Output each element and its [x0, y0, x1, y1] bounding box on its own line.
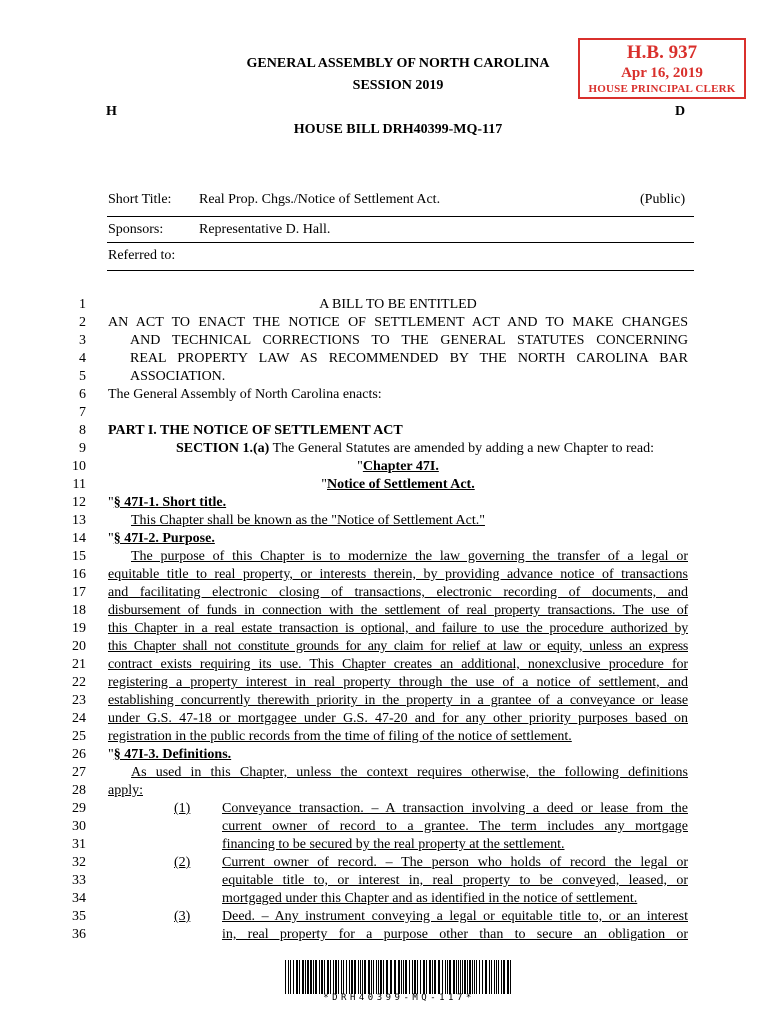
- line-number: 27: [72, 765, 86, 780]
- barcode-bar: [409, 960, 410, 994]
- line-number: 8: [79, 423, 86, 438]
- barcode-bar: [417, 960, 418, 994]
- definition-text: mortgaged under this Chapter and as identified in the notice of settlement.: [222, 891, 638, 906]
- short-title-label: Short Title:: [108, 192, 172, 207]
- barcode-bar: [501, 960, 502, 994]
- statute-text: registration in the public records from the time of filing of the notice of settlement.: [108, 729, 572, 744]
- barcode-bar: [290, 960, 291, 994]
- barcode-bar: [335, 960, 337, 994]
- barcode-bar: [341, 960, 342, 994]
- barcode-bar: [474, 960, 475, 994]
- definition-number: (1): [174, 801, 191, 816]
- definition-text: current owner of record to a grantee. The term includes any mortgage: [222, 819, 688, 834]
- chapter-heading: [108, 458, 688, 475]
- barcode-bar: [324, 960, 325, 994]
- barcode-bar: [351, 960, 353, 994]
- barcode-bar: [498, 960, 499, 994]
- line-number: 14: [72, 531, 86, 546]
- barcode-bar: [464, 960, 466, 994]
- barcode-bar: [462, 960, 463, 994]
- line-number: 34: [72, 891, 86, 906]
- line-number: 9: [79, 441, 86, 456]
- line-number: 1: [79, 297, 86, 312]
- barcode-bar: [472, 960, 473, 994]
- short-title-value: Real Prop. Chgs./Notice of Settlement Act.: [199, 192, 441, 207]
- barcode-bar: [364, 960, 366, 994]
- statute-text: The purpose of this Chapter is to modernize the law governing the transfer of a legal or: [131, 549, 688, 564]
- statute-text: registering a property interest in real property through the use of a notice of settlement, and: [108, 675, 688, 690]
- section-title: § 47I-1. Short title.: [113, 495, 227, 510]
- session-heading: SESSION 2019: [352, 78, 444, 93]
- barcode-bar: [349, 960, 350, 994]
- quote-mark: ": [357, 459, 363, 474]
- quote-mark: ": [108, 747, 114, 762]
- meta-divider: [107, 270, 694, 271]
- referred-label: Referred to:: [108, 248, 176, 263]
- barcode-bar: [360, 960, 361, 994]
- quote-mark: ": [321, 477, 327, 492]
- section-text: The General Statutes are amended by adding a new Chapter to read:: [269, 441, 654, 456]
- line-number: 17: [72, 585, 86, 600]
- act-title-line: AN ACT TO ENACT THE NOTICE OF SETTLEMENT ACT AND TO MAKE CHANGES: [108, 315, 688, 330]
- barcode-bar: [423, 960, 425, 994]
- clerk-stamp: [578, 38, 746, 99]
- barcode-bar: [485, 960, 487, 994]
- barcode-bar: [438, 960, 440, 994]
- line-number: 29: [72, 801, 86, 816]
- definition-number: (3): [174, 909, 191, 924]
- meta-divider: [107, 216, 694, 217]
- barcode-bar: [412, 960, 413, 994]
- barcode-bar: [460, 960, 461, 994]
- stamp-date: Apr 16, 2019: [621, 65, 703, 81]
- bill-title: HOUSE BILL DRH40399-MQ-117: [293, 122, 503, 137]
- barcode-bar: [368, 960, 370, 994]
- definition-text: in, real property for a purpose other than to secure an obligation or: [222, 927, 688, 942]
- line-number: 36: [72, 927, 86, 942]
- line-number: 32: [72, 855, 86, 870]
- statute-text: and facilitating electronic closing of transactions, electronic recording of documents, and: [108, 585, 688, 600]
- barcode-bar: [333, 960, 334, 994]
- barcode-bar: [343, 960, 344, 994]
- barcode-bar: [285, 960, 286, 994]
- barcode-bar: [288, 960, 289, 994]
- barcode-bar: [362, 960, 363, 994]
- section-line: [176, 440, 688, 457]
- barcode-bar: [449, 960, 451, 994]
- line-number: 18: [72, 603, 86, 618]
- barcode-bar: [310, 960, 312, 994]
- quote-mark: ": [108, 531, 114, 546]
- line-number: 33: [72, 873, 86, 888]
- barcode-bar: [479, 960, 480, 994]
- line-number: 19: [72, 621, 86, 636]
- line-number: 3: [79, 333, 86, 348]
- barcode-bar: [494, 960, 495, 994]
- line-number: 10: [72, 459, 86, 474]
- barcode-bar: [338, 960, 339, 994]
- statute-text: establishing concurrently therewith priority in the property in a grantee of a conveyance or lease: [108, 693, 688, 708]
- chamber-letter: H: [106, 104, 117, 119]
- enacting-clause: The General Assembly of North Carolina enacts:: [108, 387, 382, 402]
- act-title-line: REAL PROPERTY LAW AS RECOMMENDED BY THE NORTH CAROLINA BAR: [130, 351, 688, 366]
- statute-text: this Chapter in a real estate transaction is optional, and failure to use the procedure authorized by: [108, 621, 688, 636]
- barcode-bar: [467, 960, 468, 994]
- barcode-bar: [476, 960, 477, 994]
- act-title-line: ASSOCIATION.: [130, 369, 226, 384]
- barcode-bar: [426, 960, 427, 994]
- barcode-bar: [491, 960, 492, 994]
- barcode-bar: [296, 960, 298, 994]
- draft-letter: D: [675, 104, 686, 119]
- barcode-bar: [376, 960, 377, 994]
- barcode-bar: [307, 960, 309, 994]
- barcode-bar: [453, 960, 455, 994]
- statute-text: this Chapter shall not constitute grounds for any claim for relief at law or equity, unless an express: [108, 639, 688, 654]
- line-number: 31: [72, 837, 86, 852]
- section-title: § 47I-3. Definitions.: [113, 747, 232, 762]
- statute-text: under G.S. 47-18 or mortgagee under G.S. 47-20 and for any other priority purposes based on: [108, 711, 688, 726]
- barcode-bar: [378, 960, 379, 994]
- barcode-bar: [503, 960, 505, 994]
- line-number: 28: [72, 783, 86, 798]
- section-heading: [108, 746, 688, 763]
- barcode-bar: [383, 960, 384, 994]
- barcode-bar: [456, 960, 457, 994]
- barcode-text: *DRH40399-MQ-117*: [323, 993, 475, 1003]
- section-heading: [108, 494, 688, 511]
- barcode-bar: [319, 960, 320, 994]
- bill-entitled: A BILL TO BE ENTITLED: [319, 297, 477, 312]
- barcode-bar: [386, 960, 388, 994]
- line-number: 6: [79, 387, 86, 402]
- barcode-bar: [434, 960, 436, 994]
- barcode-bar: [445, 960, 446, 994]
- barcode-bar: [414, 960, 416, 994]
- line-number: 15: [72, 549, 86, 564]
- line-number: 13: [72, 513, 86, 528]
- line-number: 5: [79, 369, 86, 384]
- stamp-clerk: HOUSE PRINCIPAL CLERK: [588, 83, 736, 95]
- barcode-bar: [373, 960, 374, 994]
- public-tag: (Public): [640, 192, 686, 207]
- barcode-bar: [398, 960, 400, 994]
- statute-text: equitable title to real property, or interests therein, by providing advance notice of transactions: [108, 567, 688, 582]
- definition-text: Conveyance transaction. – A transaction involving a deed or lease from the: [222, 801, 688, 816]
- barcode-bar: [390, 960, 392, 994]
- part-heading: PART I. THE NOTICE OF SETTLEMENT ACT: [108, 423, 403, 438]
- statute-text: As used in this Chapter, unless the context requires otherwise, the following definitions: [131, 765, 688, 780]
- barcode-bar: [447, 960, 448, 994]
- line-number: 21: [72, 657, 86, 672]
- definition-text: Deed. – Any instrument conveying a legal or equitable title to, or an interest: [222, 909, 688, 924]
- quote-mark: ": [108, 495, 114, 510]
- barcode-bar: [330, 960, 331, 994]
- line-number: 35: [72, 909, 86, 924]
- barcode-bar: [432, 960, 433, 994]
- line-number: 16: [72, 567, 86, 582]
- definition-text: Current owner of record. – The person who holds of record the legal or: [222, 855, 688, 870]
- barcode-bar: [346, 960, 347, 994]
- barcode-bar: [313, 960, 314, 994]
- line-number: 26: [72, 747, 86, 762]
- line-number: 4: [79, 351, 86, 366]
- chapter-title: [108, 476, 688, 493]
- barcode-bar: [321, 960, 323, 994]
- meta-divider: [107, 242, 694, 243]
- barcode-bar: [302, 960, 304, 994]
- chapter-number: Chapter 47I.: [362, 459, 439, 474]
- barcode-bar: [380, 960, 382, 994]
- barcode-bar: [496, 960, 497, 994]
- line-number: 12: [72, 495, 86, 510]
- barcode: [285, 960, 513, 994]
- barcode-bar: [299, 960, 300, 994]
- line-number: 25: [72, 729, 86, 744]
- barcode-bar: [305, 960, 306, 994]
- line-number: 24: [72, 711, 86, 726]
- section-label: SECTION 1.(a): [176, 441, 270, 456]
- line-number: 7: [79, 405, 86, 420]
- line-number: 30: [72, 819, 86, 834]
- line-number: 11: [72, 477, 86, 492]
- definition-number: (2): [174, 855, 191, 870]
- barcode-bar: [429, 960, 431, 994]
- barcode-bar: [403, 960, 404, 994]
- line-number: 2: [79, 315, 86, 330]
- barcode-bar: [420, 960, 421, 994]
- statute-text: This Chapter shall be known as the "Notice of Settlement Act.": [131, 513, 485, 528]
- barcode-bar: [507, 960, 509, 994]
- barcode-bar: [354, 960, 356, 994]
- statute-text: apply:: [108, 783, 143, 798]
- line-number: 23: [72, 693, 86, 708]
- barcode-bar: [458, 960, 459, 994]
- barcode-bar: [394, 960, 396, 994]
- line-number: 22: [72, 675, 86, 690]
- chapter-name: Notice of Settlement Act.: [327, 477, 475, 492]
- barcode-bar: [327, 960, 329, 994]
- barcode-bar: [293, 960, 294, 994]
- barcode-bar: [405, 960, 407, 994]
- barcode-bar: [482, 960, 483, 994]
- definition-text: equitable title to, or interest in, real property to be conveyed, leased, or: [222, 873, 688, 888]
- sponsors-value: Representative D. Hall.: [199, 222, 331, 237]
- line-number: 20: [72, 639, 86, 654]
- definition-text: financing to be secured by the real property at the settlement.: [222, 837, 565, 852]
- assembly-heading: GENERAL ASSEMBLY OF NORTH CAROLINA: [246, 56, 550, 71]
- section-title: § 47I-2. Purpose.: [113, 531, 215, 546]
- stamp-bill-number: H.B. 937: [626, 42, 698, 63]
- barcode-bar: [358, 960, 359, 994]
- barcode-bar: [442, 960, 443, 994]
- sponsors-label: Sponsors:: [108, 222, 164, 237]
- barcode-bar: [371, 960, 372, 994]
- barcode-bar: [510, 960, 511, 994]
- statute-text: disbursement of funds in connection with the settlement of real property transactions. The use of: [108, 603, 688, 618]
- barcode-bar: [401, 960, 402, 994]
- statute-text: contract exists requiring its use. This Chapter creates an additional, nonexclusive procedure for: [108, 657, 688, 672]
- barcode-bar: [489, 960, 490, 994]
- barcode-bar: [315, 960, 317, 994]
- act-title-line: AND TECHNICAL CORRECTIONS TO THE GENERAL STATUTES CONCERNING: [130, 333, 688, 348]
- barcode-bar: [469, 960, 471, 994]
- section-heading: [108, 530, 688, 547]
